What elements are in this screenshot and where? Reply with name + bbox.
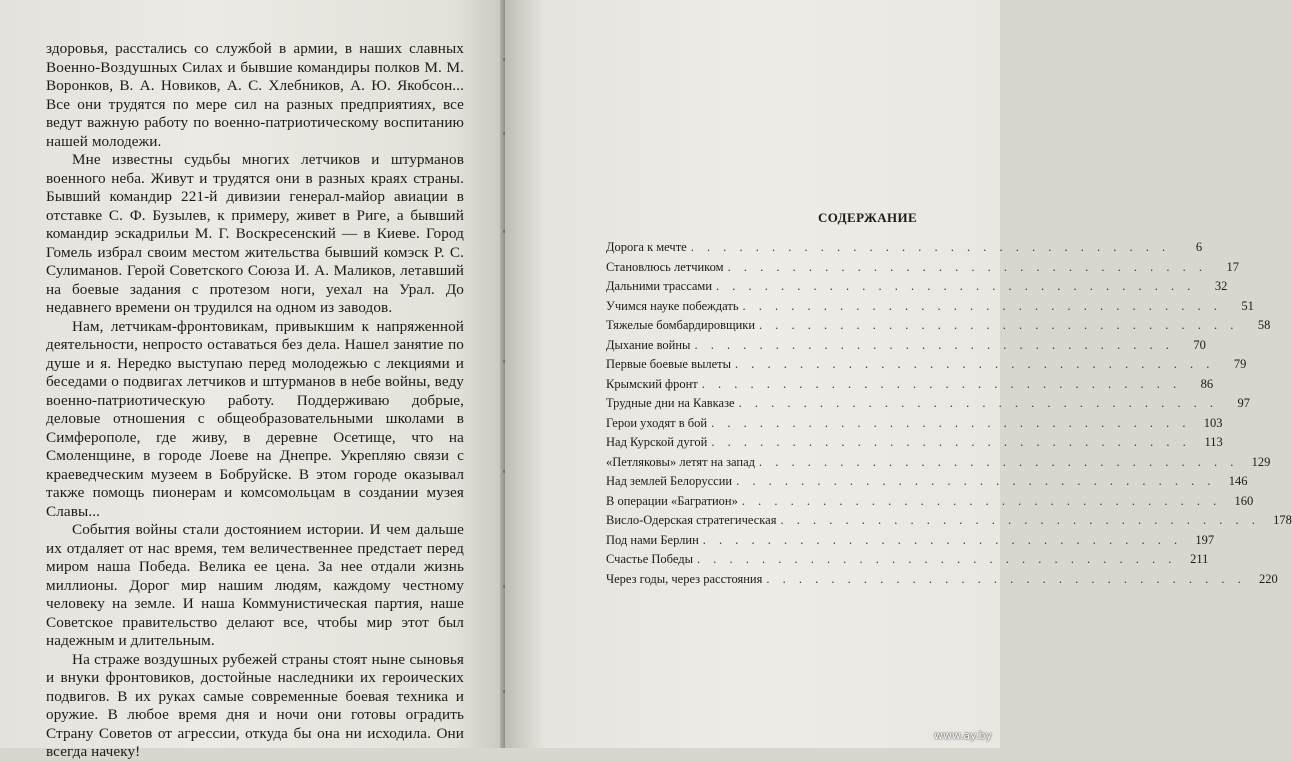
toc-entry	[606, 316, 1271, 336]
toc-leader-dots: . . . . . . . . . . . . . . . . . . . . . . . . . . . . . .	[780, 513, 1260, 527]
toc-entry	[606, 394, 1250, 414]
toc-page-number: 211	[1190, 552, 1209, 566]
toc-page-number: 113	[1204, 435, 1223, 449]
toc-leader-dots: . . . . . . . . . . . . . . . . . . . . . . . . . . . . . .	[738, 396, 1218, 410]
toc-page-number: 70	[1193, 337, 1206, 352]
toc-page-number: 129	[1251, 454, 1271, 469]
toc-entry	[606, 258, 1239, 278]
toc-page-number: 220	[1258, 571, 1278, 586]
toc-leader-dots: . . . . . . . . . . . . . . . . . . . . . . . . . . . . . .	[711, 415, 1191, 430]
paragraph: На страже воздушных рубежей страны стоят ныне сыновья и внуки фронтовиков, достойные наследники их героических подвигов. В их руках самые современные боевая техника и оружие. В любое время дня и ночи они готовы оградить Страну Советов от агрессии, откуда бы она ни исходила. Они всегда начеку!	[46, 650, 464, 760]
toc-leader-dots: . . . . . . . . . . . . . . . . . . . . . . . . . . . . . .	[727, 259, 1207, 274]
toc-leader-dots: . . . . . . . . . . . . . . . . . . . . . . . . . . . . . .	[742, 298, 1222, 313]
toc-chapter-title: Над Курской дугой	[606, 435, 708, 449]
toc-page-number: 178	[1273, 513, 1292, 527]
toc-chapter-title: Дорога к мечте	[606, 240, 687, 254]
toc-leader-dots: . . . . . . . . . . . . . . . . . . . . . . . . . . . . . .	[702, 532, 1183, 547]
toc-chapter-title: Первые боевые вылеты	[606, 357, 732, 371]
toc-page-number: 6	[1195, 240, 1203, 254]
toc-entry	[606, 277, 1228, 297]
toc-page-number: 51	[1241, 298, 1254, 313]
toc-leader-dots: . . . . . . . . . . . . . . . . . . . . . . . . . . . . . .	[701, 376, 1182, 391]
toc-chapter-title: Становлюсь летчиком	[606, 259, 724, 274]
paragraph: Мне известны судьбы многих летчиков и штурманов военного неба. Живут и трудятся они в разных краях страны. Бывший командир 221-й дивизии генерал-майор авиации в отставке С. Ф. Бузылев, к примеру, живет в Риге, а бывший командир эскадрильи М. Г. Воскресенский — в Киеве. Город Гомель избрал своим местом жительства бывший комэск Р. С. Сулиманов. Герой Советского Союза И. А. Маликов, летавший на боевые задания с протезом ноги, уехал на Урал. До недавнего времени он трудился на одном из заводов.	[46, 151, 464, 316]
toc-entry	[606, 531, 1215, 551]
toc-entry	[606, 492, 1254, 512]
toc-chapter-title: Крымский фронт	[606, 376, 698, 391]
toc-entry	[606, 511, 1292, 531]
toc-leader-dots: . . . . . . . . . . . . . . . . . . . . . . . . . . . . . .	[736, 474, 1216, 488]
toc-entry	[606, 336, 1206, 356]
toc-page-number: 86	[1200, 376, 1214, 391]
toc-entry	[606, 433, 1223, 453]
left-page-text	[46, 40, 464, 762]
toc-entry	[606, 414, 1223, 434]
toc-entry	[606, 238, 1203, 258]
toc-page-number: 160	[1234, 493, 1254, 508]
toc-entry	[606, 570, 1278, 590]
toc-leader-dots: . . . . . . . . . . . . . . . . . . . . . . . . . . . . . .	[759, 454, 1239, 469]
toc-leader-dots: . . . . . . . . . . . . . . . . . . . . . . . . . . . . . .	[735, 357, 1215, 371]
toc-page-number: 32	[1214, 279, 1228, 293]
toc-entry	[606, 550, 1209, 570]
toc-chapter-title: Под нами Берлин	[606, 532, 699, 547]
toc-entry	[606, 355, 1247, 375]
toc-leader-dots: . . . . . . . . . . . . . . . . . . . . . . . . . . . . . .	[741, 493, 1222, 508]
toc-leader-dots: . . . . . . . . . . . . . . . . . . . . . . . . . . . . . .	[759, 318, 1239, 332]
toc-chapter-title: В операции «Багратион»	[606, 493, 738, 508]
table-of-contents	[606, 238, 1292, 589]
toc-page-number: 97	[1237, 396, 1250, 410]
paragraph: Нам, летчикам-фронтовикам, привыкшим к напряженной деятельности, непросто оставаться без дела. Нашел занятие по душе и я. Нередко выступаю перед молодежью с лекциями и беседами о подвигах летчиков и штурманов в небе войны, веду военно-патриотическую работу. Поддерживаю добрые, деловые отношения с общеобразовательными школами в Симферополе, где живу, в деревне Осетище, что на Смоленщине, в городе Лоеве на Днепре. Укрепляю связи с краеведческим музеем в Бобруйске. В этом городе оказывал также помощь пионерам и комсомольцам в создании музея Славы...	[46, 317, 464, 520]
toc-page-number: 146	[1228, 474, 1248, 488]
toc-chapter-title: Трудные дни на Кавказе	[606, 396, 735, 410]
toc-leader-dots: . . . . . . . . . . . . . . . . . . . . . . . . . . . . . .	[766, 571, 1246, 586]
toc-entry	[606, 472, 1248, 492]
toc-chapter-title: Учимся науке побеждать	[606, 298, 739, 313]
toc-entry	[606, 375, 1214, 395]
watermark: www.ay.by	[933, 729, 992, 742]
toc-chapter-title: Через годы, через расстояния	[606, 571, 763, 586]
toc-page-number: 58	[1257, 318, 1271, 332]
toc-page-number: 17	[1226, 259, 1239, 274]
toc-chapter-title: Дальними трассами	[606, 279, 713, 293]
toc-leader-dots: . . . . . . . . . . . . . . . . . . . . . . . . . . . . . .	[716, 279, 1196, 293]
toc-leader-dots: . . . . . . . . . . . . . . . . . . . . . . . . . . . . . .	[694, 337, 1174, 352]
toc-chapter-title: «Петляковы» летят на запад	[606, 454, 756, 469]
toc-leader-dots: . . . . . . . . . . . . . . . . . . . . . . . . . . . . . .	[690, 240, 1171, 254]
toc-page-number: 79	[1233, 357, 1247, 371]
toc-leader-dots: . . . . . . . . . . . . . . . . . . . . . . . . . . . . . .	[697, 552, 1177, 566]
toc-chapter-title: Герои уходят в бой	[606, 415, 708, 430]
toc-page-number: 197	[1195, 532, 1215, 547]
toc-page-number: 103	[1203, 415, 1223, 430]
toc-chapter-title: Тяжелые бомбардировщики	[606, 318, 756, 332]
left-page	[0, 0, 505, 760]
toc-chapter-title: Висло-Одерская стратегическая	[606, 513, 777, 527]
paragraph: События войны стали достоянием истории. И чем дальше их отдаляет от нас время, тем величественнее предстает перед миром наша Победа. Велика ее цена. За нее отдали жизнь миллионы. Дорог мир нашим людям, каждому честному человеку на земле. И наша Коммунистическая партия, наше Советское правительство делают все, чтобы мир этот был надежным и длительным.	[46, 521, 464, 649]
toc-entry	[606, 297, 1254, 317]
toc-entry	[606, 453, 1271, 473]
paragraph: здоровья, расстались со службой в армии, в наших славных Военно-Воздушных Силах и бывшие командиры полков М. М. Воронков, В. А. Новиков, А. С. Хлебников, А. Ю. Якобсон... Все они трудятся по мере сил на разных предприятиях, все ведут важную работу по военно-патриотическому воспитанию нашей молодежи.	[46, 40, 464, 150]
toc-chapter-title: Над землей Белоруссии	[606, 474, 733, 488]
toc-leader-dots: . . . . . . . . . . . . . . . . . . . . . . . . . . . . . .	[711, 435, 1191, 449]
toc-chapter-title: Дыхание войны	[606, 337, 691, 352]
toc-title: СОДЕРЖАНИЕ	[818, 210, 918, 225]
toc-chapter-title: Счастье Победы	[606, 552, 694, 566]
